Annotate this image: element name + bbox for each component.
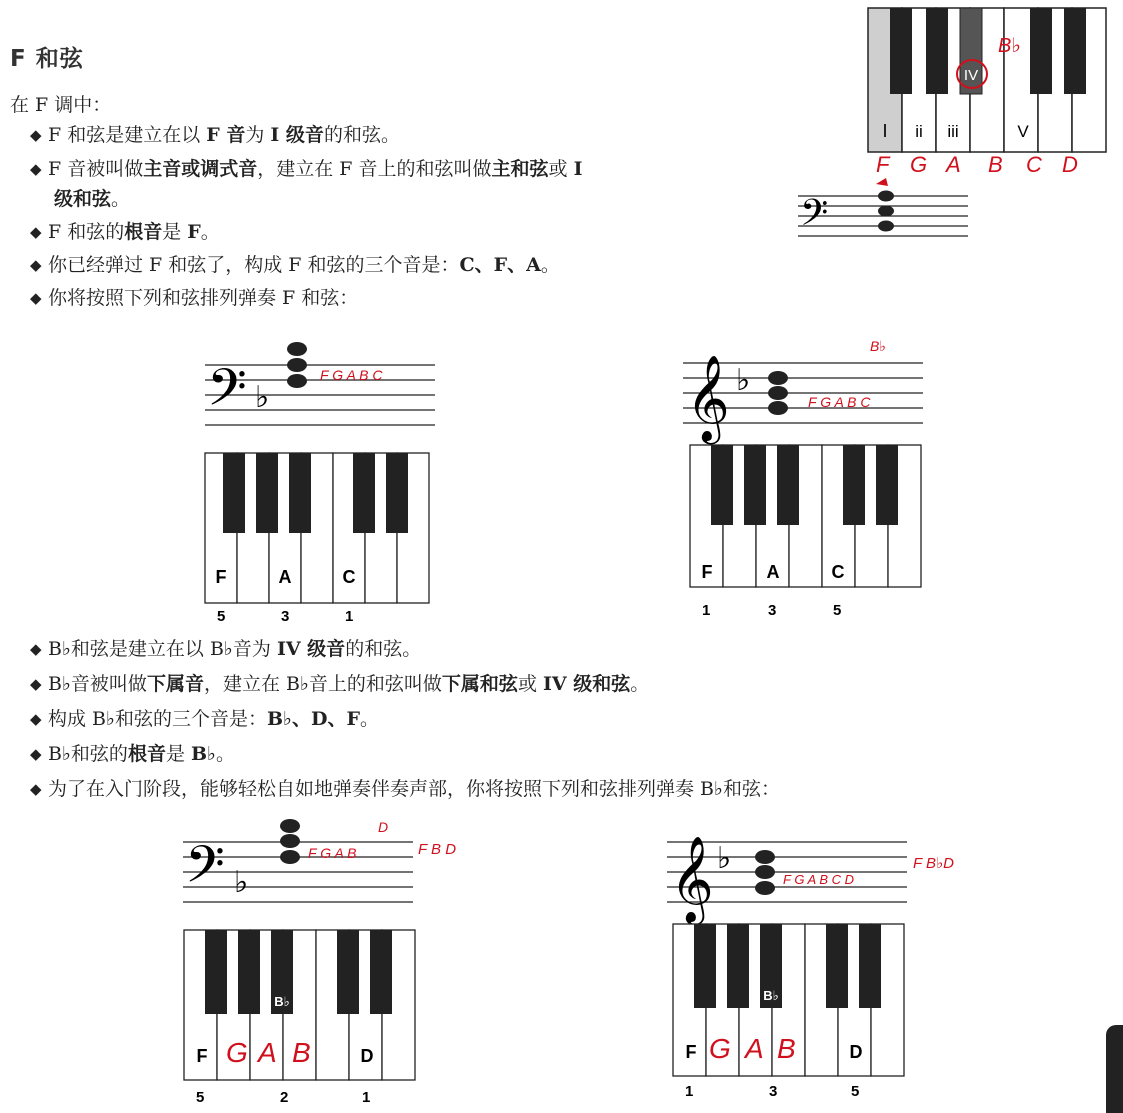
svg-text:F: F bbox=[876, 152, 890, 177]
bullet-f-5: ◆ 你将按照下列和弦排列弹奏 F 和弦： bbox=[30, 287, 359, 309]
bb-chord-right-keyboard bbox=[673, 924, 904, 1076]
bullet-bb-4: ◆ B♭和弦的根音是 B♭。 bbox=[30, 743, 236, 765]
f-chord-left-keyboard bbox=[205, 453, 429, 603]
handwritten-side-note: F B♭D bbox=[913, 855, 954, 872]
svg-text:G: G bbox=[910, 152, 928, 177]
flat-annotation: B♭ bbox=[998, 35, 1021, 57]
svg-text:3: 3 bbox=[281, 608, 290, 625]
svg-text:D: D bbox=[360, 1046, 374, 1066]
f-chord-left-figure bbox=[195, 335, 455, 635]
svg-text:G: G bbox=[226, 1037, 248, 1068]
svg-text:C: C bbox=[342, 567, 356, 587]
treble-clef-icon: 𝄞 bbox=[670, 837, 714, 920]
svg-text:1: 1 bbox=[685, 1083, 694, 1100]
svg-text:F: F bbox=[685, 1042, 697, 1062]
handwritten-scale-annotation: F G A B bbox=[308, 845, 357, 861]
bass-clef-icon: 𝄢 bbox=[800, 193, 829, 242]
svg-text:5: 5 bbox=[196, 1089, 205, 1106]
bb-chord-left-figure bbox=[178, 812, 478, 1112]
flat-icon: ♭ bbox=[234, 866, 249, 899]
bullet-bb-3: ◆ 构成 B♭和弦的三个音是：B♭、D、F。 bbox=[30, 708, 379, 730]
edge-tab[interactable] bbox=[1106, 1025, 1123, 1113]
svg-text:A: A bbox=[278, 567, 292, 587]
bass-clef-icon: 𝄢 bbox=[207, 360, 247, 429]
f-chord-bullets bbox=[30, 120, 582, 313]
degree-label: I bbox=[882, 121, 888, 141]
finger-numbers bbox=[702, 602, 841, 619]
degree-keyboard bbox=[868, 8, 1106, 152]
handwritten-scale-annotation: F G A B C D bbox=[783, 872, 855, 887]
degree-label: ii bbox=[915, 122, 923, 141]
black-key-label: B♭ bbox=[763, 988, 779, 1003]
bullet-f-1: ◆ F 和弦是建立在以 F 音为 I 级音的和弦。 bbox=[30, 124, 400, 146]
svg-text:1: 1 bbox=[345, 608, 354, 625]
svg-text:G: G bbox=[709, 1033, 731, 1064]
handwritten-scale-annotation-2: D bbox=[378, 819, 389, 835]
bb-chord-right-figure bbox=[665, 812, 965, 1112]
degree-label-iv: IV bbox=[963, 67, 979, 84]
svg-text:1: 1 bbox=[702, 602, 711, 619]
degree-label: V bbox=[1017, 122, 1029, 141]
bb-chord-left-keyboard bbox=[184, 930, 415, 1080]
bullet-f-4: ◆ 你已经弹过 F 和弦了，构成 F 和弦的三个音是：C、F、A。 bbox=[30, 254, 560, 276]
finger-numbers bbox=[196, 1089, 370, 1106]
bb-chord-left-staff bbox=[183, 819, 456, 906]
svg-text:D: D bbox=[1062, 152, 1078, 177]
bb-chord-right-staff bbox=[667, 837, 954, 926]
flat-icon: ♭ bbox=[736, 364, 751, 397]
svg-text:D: D bbox=[849, 1042, 863, 1062]
svg-text:A: A bbox=[745, 1033, 764, 1064]
degree-label: iii bbox=[947, 122, 959, 141]
handwritten-scale-annotation: F G A B C bbox=[808, 394, 871, 410]
flat-icon: ♭ bbox=[255, 381, 270, 414]
bullet-bb-2: ◆ B♭音被叫做下属音，建立在 B♭音上的和弦叫做下属和弦或 IV 级和弦。 bbox=[30, 673, 650, 695]
intro-text: 在 F 调中： bbox=[10, 94, 112, 116]
handwritten-notes bbox=[876, 152, 1078, 177]
svg-text:1: 1 bbox=[362, 1089, 371, 1106]
handwritten-key-notes bbox=[709, 1033, 796, 1064]
svg-text:5: 5 bbox=[851, 1083, 860, 1100]
svg-text:3: 3 bbox=[768, 602, 777, 619]
svg-text:3: 3 bbox=[769, 1083, 778, 1100]
page-title: F 和弦 bbox=[10, 46, 84, 72]
f-chord-right-keyboard bbox=[690, 445, 921, 587]
degree-keyboard-figure bbox=[800, 4, 1120, 256]
svg-text:C: C bbox=[831, 562, 845, 582]
bullet-f-2: ◆ F 音被叫做主音或调式音，建立在 F 音上的和弦叫做主和弦或 I bbox=[30, 158, 583, 180]
handwritten-key-notes bbox=[226, 1037, 311, 1068]
svg-text:2: 2 bbox=[280, 1089, 289, 1106]
svg-text:F: F bbox=[215, 567, 227, 587]
svg-text:F: F bbox=[701, 562, 713, 582]
svg-text:A: A bbox=[766, 562, 780, 582]
f-chord-right-figure bbox=[678, 335, 938, 625]
svg-text:B: B bbox=[292, 1037, 311, 1068]
svg-text:F: F bbox=[196, 1046, 208, 1066]
treble-clef-icon: 𝄞 bbox=[686, 356, 730, 439]
svg-text:5: 5 bbox=[833, 602, 842, 619]
bullet-f-3: ◆ F 和弦的根音是 F。 bbox=[30, 221, 220, 243]
f-chord-staff-small bbox=[798, 178, 968, 242]
handwritten-side-note: F B D bbox=[418, 841, 457, 858]
black-key-label: B♭ bbox=[274, 994, 290, 1009]
svg-text:A: A bbox=[946, 152, 961, 177]
bb-chord-bullets bbox=[30, 634, 780, 804]
flat-icon: ♭ bbox=[717, 842, 732, 875]
finger-numbers bbox=[217, 608, 353, 625]
bullet-f-2-cont: 级和弦。 bbox=[54, 188, 131, 210]
svg-text:A: A bbox=[258, 1037, 277, 1068]
svg-text:C: C bbox=[1026, 152, 1042, 177]
bass-clef-icon: 𝄢 bbox=[185, 837, 225, 906]
handwritten-scale-annotation: F G A B C bbox=[320, 367, 383, 383]
f-chord-right-staff bbox=[683, 338, 923, 445]
svg-text:5: 5 bbox=[217, 608, 226, 625]
finger-numbers bbox=[685, 1083, 859, 1100]
bullet-bb-5: ◆ 为了在入门阶段，能够轻松自如地弹奏伴奏声部，你将按照下列和弦排列弹奏 B♭和弦： bbox=[30, 778, 780, 800]
bullet-bb-1: ◆ B♭和弦是建立在以 B♭音为 IV 级音的和弦。 bbox=[30, 638, 422, 660]
svg-text:B: B bbox=[777, 1033, 796, 1064]
f-chord-left-staff bbox=[205, 342, 435, 429]
svg-text:B: B bbox=[988, 152, 1003, 177]
flat-annotation: B♭ bbox=[870, 338, 886, 354]
